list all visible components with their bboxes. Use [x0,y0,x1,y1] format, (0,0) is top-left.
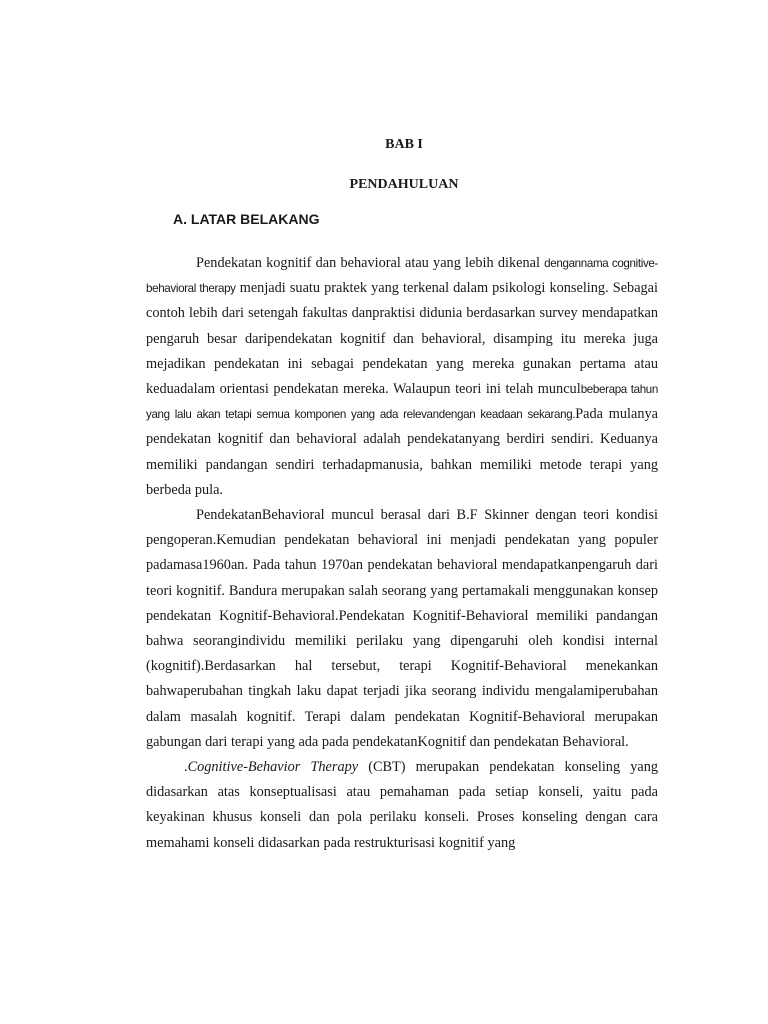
paragraph-2: PendekatanBehavioral muncul berasal dari B.F Skinner dengan teori kondisi pengoperan.Kemudian pendekatan behavioral ini menjadi pendekatan yang populer padamasa1960an. Pada tahun 1970an pendekatan behavioral mendapatkanpengaruh dari teori kognitif. Bandura merupakan salah seorang yang pertamakali menggunakan konsep pendekatan Kognitif-Behavioral.Pendekatan Kognitif-Behavioral memiliki pandangan bahwa seorangindividu memiliki perilaku yang dipengaruhi oleh kondisi internal (kognitif).Berdasarkan hal tersebut, terapi Kognitif-Behavioral menekankan bahwaperubahan tingkah laku dapat terjadi jika seorang individu mengalamiperubahan dalam masalah kognitif. Terapi dalam pendekatan Kognitif-Behavioral merupakan gabungan dari terapi yang ada pada pendekatanKognitif dan pendekatan Behavioral. [146,507,658,750]
paragraph-1-part-5: Pada mulanya pendekatan kognitif dan behavioral adalah pendekatanyang berdiri sendiri. Keduanya memiliki pandangan sendiri terhadapmanusia, bahkan memiliki metode terapi yang berbeda pula. [146,406,658,498]
section-heading: A. LATAR BELAKANG [173,211,320,227]
paragraph-1-part-3: menjadi suatu praktek yang terkenal dalam psikologi konseling. Sebagai contoh lebih dari setengah fakultas danpraktisi didunia berdasarkan survey mendapatkan pengaruh besar daripendekatan kognitif dan behavioral, disamping itu mereka juga mejadikan pendekatan ini sebagai pendekatan yang mereka gunakan pertama atau keduadalam orientasi pendekatan mereka. Walaupun teori ini telah muncul [146,280,659,398]
paragraph-3 [146,755,658,856]
paragraph-1 [146,251,658,503]
paragraph-3-lead: . [184,759,188,776]
paragraph-1-part-2: dengannama cognitive-behavioral therapy [146,257,658,296]
paragraph-3-rest: (CBT) merupakan pendekatan konseling yang didasarkan atas konseptualisasi atau pemahaman pada setiap konseli, yaitu pada keyakinan khusus konseli dan pola perilaku konseli. Proses konseling dengan cara memahami konseli didasarkan pada restrukturisasi kognitif yang [146,759,658,851]
paragraph-1-part-1: Pendekatan kognitif dan behavioral atau yang lebih dikenal [196,255,545,271]
paragraph-1-part-4: beberapa tahun yang lalu akan tetapi semua komponen yang ada relevandengan keadaan sekarang. [146,383,658,422]
chapter-title: PENDAHULUAN [349,177,459,192]
document-body [146,251,658,856]
paragraph-3-term: Cognitive-Behavior Therapy [187,759,359,776]
chapter-heading: BAB I [385,137,423,152]
